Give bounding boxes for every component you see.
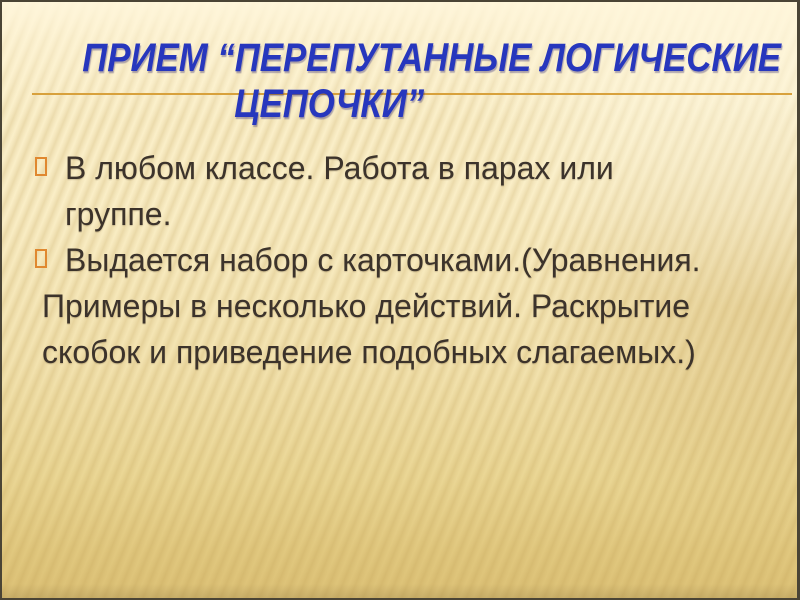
body-text-line: Примеры в несколько действий. Раскрытие — [42, 288, 691, 324]
bullet-square-icon — [35, 249, 47, 268]
body-text-line: В любом классе. Работа в парах или — [65, 150, 614, 186]
body-text-line: скобок и приведение подобных слагаемых.) — [42, 334, 696, 370]
bullet-item-1 — [34, 145, 779, 237]
continuation-paragraph — [34, 283, 779, 375]
title-line-1 — [30, 35, 785, 81]
slide-background — [2, 2, 797, 598]
bullet-item-2 — [34, 237, 779, 283]
slide-title — [30, 35, 785, 127]
title-line-1-text: ПРИЕМ “ПЕРЕПУТАННЫЕ ЛОГИЧЕСКИЕ — [82, 36, 781, 80]
body-text-line: группе. — [65, 196, 172, 232]
body-text-line: Выдается набор с карточками.(Уравнения. — [65, 242, 701, 278]
title-line-2 — [30, 81, 785, 127]
bottom-shading — [2, 584, 797, 598]
title-line-2-text: ЦЕПОЧКИ” — [234, 82, 425, 126]
slide-body — [34, 145, 779, 375]
bullet-square-icon — [35, 157, 47, 176]
